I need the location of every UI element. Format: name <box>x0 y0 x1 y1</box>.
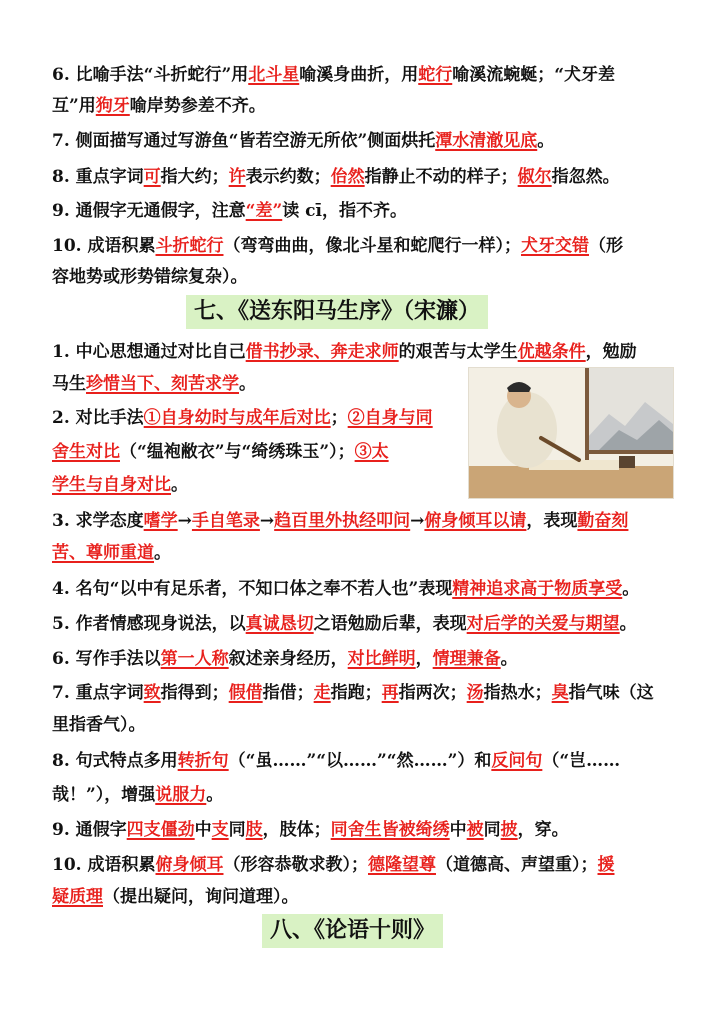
arrow: → <box>259 511 275 531</box>
text: （“虽……”“以……”“然……”）和 <box>228 751 492 771</box>
text: （形 <box>589 236 623 256</box>
keyword: 俯身倾耳以请 <box>424 511 527 531</box>
text: 喻溪身曲折，用 <box>299 65 419 85</box>
keyword: 四支僵劲 <box>126 820 195 840</box>
line-6-2 <box>52 95 674 117</box>
keyword: 精神追求高于物质享受 <box>452 579 623 599</box>
text: 指忽然。 <box>551 167 620 187</box>
text: 哉！”），增强 <box>52 785 156 805</box>
keyword: 反问句 <box>491 751 543 771</box>
text: 。 <box>619 614 637 634</box>
text: （提出疑问，询问道理）。 <box>103 887 299 907</box>
keyword: 舍生对比 <box>52 442 120 462</box>
keyword: 假借 <box>228 683 263 703</box>
line-s7-5 <box>52 474 462 496</box>
text: 指借； <box>262 683 314 703</box>
text: 互”用 <box>52 96 96 116</box>
text: 中 <box>449 820 467 840</box>
keyword: 走 <box>313 683 331 703</box>
keyword: 德隆望尊 <box>368 855 436 875</box>
text: 6. 写作手法以 <box>52 649 161 669</box>
section-heading-7: 七、《送东阳马生序》（宋濂） <box>186 295 488 329</box>
keyword: 再 <box>381 683 399 703</box>
keyword: 第一人称 <box>160 649 229 669</box>
line-s7-14 <box>52 784 674 806</box>
keyword: 汤 <box>466 683 484 703</box>
keyword: 蛇行 <box>418 65 453 85</box>
line-10-1 <box>52 235 674 257</box>
text: 马生 <box>52 374 86 394</box>
keyword: 手自笔录 <box>191 511 260 531</box>
text: 。 <box>206 785 224 805</box>
line-s7-2 <box>52 373 462 395</box>
keyword: 支 <box>211 820 229 840</box>
keyword: 对后学的关爱与期望 <box>466 614 620 634</box>
line-s7-10 <box>52 648 674 670</box>
text: ，表现 <box>526 511 578 531</box>
section-heading-8: 八、《论语十则》 <box>262 914 443 948</box>
text: 同 <box>228 820 246 840</box>
keyword: 佁然 <box>330 167 365 187</box>
text: 指两次； <box>398 683 467 703</box>
line-s7-8 <box>52 578 674 600</box>
text: ，勉励 <box>585 342 637 362</box>
text: 。 <box>622 579 640 599</box>
text: 。 <box>537 131 555 151</box>
line-s7-12 <box>52 714 674 736</box>
text: ； <box>330 408 348 428</box>
keyword: 同舍生皆被绮绣 <box>330 820 450 840</box>
text: 指大约； <box>160 167 229 187</box>
text: 里指香气）。 <box>52 715 146 735</box>
keyword: 苦、尊师重道 <box>52 543 154 563</box>
keyword: 被 <box>466 820 484 840</box>
text: 指静止不动的样子； <box>364 167 518 187</box>
line-6-1 <box>52 64 674 86</box>
text: 。 <box>171 475 188 495</box>
text: 8. 重点字词 <box>52 167 144 187</box>
text: ，穿。 <box>517 820 569 840</box>
line-9 <box>52 200 674 222</box>
keyword: 俶尔 <box>517 167 552 187</box>
keyword: 斗折蛇行 <box>155 236 224 256</box>
keyword: 借书抄录、奔走求师 <box>245 342 399 362</box>
arrow: → <box>410 511 425 531</box>
keyword: 说服力 <box>155 785 207 805</box>
text: 9. 通假字 <box>52 820 127 840</box>
scholar-writing-icon <box>469 368 673 498</box>
text: 之语勉励后辈，表现 <box>313 614 467 634</box>
scholar-painting-image <box>468 367 674 499</box>
keyword: 潭水清澈见底 <box>435 131 538 151</box>
text: 喻岸势参差不齐。 <box>129 96 266 116</box>
text: ， <box>415 649 433 669</box>
text: 9. 通假字无通假字，注意 <box>52 201 246 221</box>
line-s7-7 <box>52 542 674 564</box>
line-s7-3 <box>52 407 462 429</box>
text: （道德高、声望重）； <box>436 855 598 875</box>
keyword: 披 <box>500 820 518 840</box>
text: 10. 成语积累 <box>52 855 156 875</box>
keyword: 优越条件 <box>517 342 586 362</box>
keyword: 许 <box>228 167 246 187</box>
text: 1. 中心思想通过对比自己 <box>52 342 246 362</box>
line-s7-15 <box>52 819 674 841</box>
keyword: 臭 <box>551 683 569 703</box>
text: 喻溪流蜿蜒；“犬牙差 <box>452 65 616 85</box>
text: 容地势或形势错综复杂）。 <box>52 267 248 287</box>
text: 指热水； <box>483 683 552 703</box>
text: 8. 句式特点多用 <box>52 751 178 771</box>
text: 指得到； <box>160 683 229 703</box>
text: （弯弯曲曲，像北斗星和蛇爬行一样）； <box>223 236 521 256</box>
line-10-2 <box>52 266 674 288</box>
text: 。 <box>154 543 171 563</box>
text: 指气味（这 <box>568 683 654 703</box>
keyword: 犬牙交错 <box>521 236 589 256</box>
text: 。 <box>500 649 518 669</box>
keyword: 俯身倾耳 <box>155 855 224 875</box>
keyword: “差” <box>245 201 283 221</box>
keyword: 珍惜当下、刻苦求学 <box>86 374 239 394</box>
keyword: 嗜学 <box>143 511 178 531</box>
text: 中 <box>194 820 212 840</box>
line-s7-11 <box>52 682 674 704</box>
text: ，肢体； <box>262 820 331 840</box>
keyword: 趋百里外执经叩问 <box>274 511 411 531</box>
keyword: 转折句 <box>177 751 229 771</box>
text: 的艰苦与太学生 <box>398 342 518 362</box>
text: 读 cī，指不齐。 <box>282 201 407 221</box>
keyword: 真诚恳切 <box>245 614 314 634</box>
line-s7-1 <box>52 341 674 363</box>
text: 3. 求学态度 <box>52 511 144 531</box>
keyword: 学生与自身对比 <box>52 475 171 495</box>
text: 6. 比喻手法“斗折蛇行”用 <box>52 65 249 85</box>
keyword: 肢 <box>245 820 263 840</box>
keyword: ③太 <box>354 442 389 462</box>
keyword: 勤奋刻 <box>577 511 629 531</box>
text: 表示约数； <box>245 167 331 187</box>
line-7 <box>52 130 674 152</box>
text: （“缊袍敝衣”与“绮绣珠玉”）； <box>120 442 355 462</box>
line-s7-17 <box>52 886 674 908</box>
text: 7. 侧面描写通过写游鱼“皆若空游无所依”侧面烘托 <box>52 131 436 151</box>
line-s7-13 <box>52 750 674 772</box>
keyword: ②自身与同 <box>347 408 433 428</box>
text: 7. 重点字词 <box>52 683 144 703</box>
arrow: → <box>177 511 192 531</box>
keyword: 情理兼备 <box>432 649 501 669</box>
text: 。 <box>239 374 256 394</box>
text: 指跑； <box>330 683 382 703</box>
text: 5. 作者情感现身说法，以 <box>52 614 246 634</box>
keyword: 狗牙 <box>95 96 130 116</box>
line-s7-16 <box>52 854 674 876</box>
text: （形容恭敬求教）； <box>223 855 368 875</box>
line-s7-6 <box>52 510 674 532</box>
text: （“岂…… <box>542 751 621 771</box>
text: 同 <box>483 820 501 840</box>
text: 10. 成语积累 <box>52 236 156 256</box>
text: 2. 对比手法 <box>52 408 144 428</box>
keyword: ①自身幼时与成年后对比 <box>143 408 331 428</box>
text: 4. 名句“以中有足乐者，不知口体之奉不若人也”表现 <box>52 579 453 599</box>
keyword: 可 <box>143 167 161 187</box>
line-s7-4 <box>52 441 462 463</box>
text: 叙述亲身经历， <box>228 649 348 669</box>
keyword: 疑质理 <box>52 887 103 907</box>
keyword: 援 <box>597 855 615 875</box>
line-s7-9 <box>52 613 674 635</box>
line-8 <box>52 166 674 188</box>
keyword: 北斗星 <box>248 65 300 85</box>
keyword: 致 <box>143 683 161 703</box>
keyword: 对比鲜明 <box>347 649 416 669</box>
